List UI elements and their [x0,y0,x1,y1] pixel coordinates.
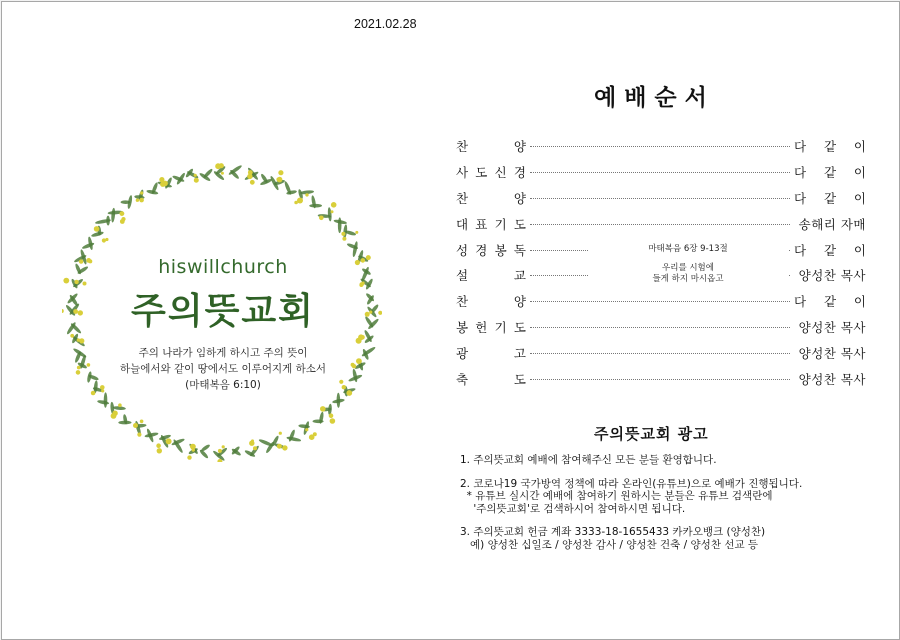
wreath-flower [166,438,172,444]
order-item-note: 우리를 시험에 들게 하지 마시옵고 [588,263,788,285]
order-item-leader: 다 같 이 [794,164,866,180]
wreath-flower [320,406,326,412]
wreath-flower [94,226,100,232]
bulletin-date: 2021.02.28 [354,17,417,31]
order-row [456,264,866,290]
announcement-line: 1. 주의뜻교회 예배에 참여해주신 모든 분들 환영합니다. [460,454,717,466]
order-item-label: 성 경 봉 독 [456,242,526,258]
wreath-leaf [111,208,116,223]
wreath-flower [118,403,122,407]
wreath-flower [77,338,80,341]
wreath-flower [221,172,224,175]
order-item-leader: 양성찬 목사 [798,320,866,336]
wreath-leaf [97,399,109,405]
worship-order-list [456,135,866,394]
announcement-item [460,526,880,551]
wreath-flower [248,170,253,175]
dotted-leader [530,198,790,199]
order-row [456,161,866,187]
wreath-flower [329,413,334,418]
wreath-flower [331,202,337,208]
wreath-flower [133,423,138,428]
wreath-flower [277,177,283,183]
verse-line: 하늘에서와 같이 땅에서도 이루어지게 하소서 [119,363,327,375]
wreath-flower [215,163,221,169]
order-item-label: 대 표 기 도 [456,216,526,232]
order-item-leader: 양성찬 목사 [798,372,866,388]
wreath-leaf [338,217,342,233]
wreath-flower [102,238,106,242]
order-item-label: 축 도 [456,372,526,388]
wreath-flower [136,199,139,202]
order-row [456,187,866,213]
wreath-flower [342,237,346,241]
wreath-flower [305,428,308,431]
order-row [456,368,866,394]
wreath-flower [331,210,334,213]
church-name-english: hiswillchurch [158,256,288,278]
wreath-leaf [91,231,104,238]
verse-reference: (마태복음 6:10) [185,379,261,391]
cover-verse [2,345,444,393]
wreath-flower [140,420,144,424]
dotted-leader [530,301,790,302]
wreath-leaf [352,241,359,257]
order-item-leader: 양성찬 목사 [798,346,866,362]
wreath-leaf [104,392,108,407]
announcement-line: 3. 주의뜻교회 헌금 계좌 3333-18-1655433 카카오뱅크 (양성찬) [460,526,766,538]
wreath-flower [79,338,84,343]
order-row [456,290,866,316]
wreath-flower [121,217,125,221]
order-item-label: 봉 헌 기 도 [456,320,526,336]
wreath-leaf [81,242,94,250]
order-row [456,342,866,368]
announcement-line: * 유튜브 실시간 예배에 참여하기 원하시는 분들은 유튜브 검색란에 [460,490,773,502]
dotted-leader [530,379,790,380]
announcement-line: '주의뜻교회'로 검색하시어 참여하시면 됩니다. [460,502,686,515]
wreath-leaf [286,436,301,443]
wreath-flower [253,446,257,450]
wreath-flower [120,211,125,216]
wreath-flower [309,434,315,440]
order-item-leader: 다 같 이 [794,139,866,154]
wreath-flower [305,193,308,196]
announcements-title: 주의뜻교회 광고 [594,425,709,443]
wreath-flower [157,448,162,453]
church-name-korean: 주의뜻교회 [131,291,315,332]
wreath-flower [282,445,287,450]
order-item-label: 찬 양 [456,294,526,310]
dotted-leader [530,172,790,173]
wreath-flower [70,334,74,338]
order-item-label: 찬 양 [456,139,526,154]
wreath-leaf [258,438,273,447]
dotted-leader [530,224,790,225]
order-item-leader: 송해리 자매 [798,216,866,232]
announcement-line: 2. 코로나19 국가방역 정책에 따라 온라인(유튜브)으로 예배가 진행됩니다. [460,477,803,490]
order-item-leader: 다 같 이 [794,294,866,310]
order-item-label: 사 도 신 경 [456,164,526,180]
wreath-flower [194,179,197,182]
order-row [456,239,866,265]
wreath-flower [278,170,283,175]
wreath-flower [294,201,298,205]
announcements-list [460,454,880,562]
wreath-flower [360,335,365,340]
dotted-leader [530,327,790,328]
wreath-flower [279,432,282,435]
bulletin-page [1,1,900,640]
order-item-leader: 다 같 이 [794,190,866,206]
wreath-flower [160,182,165,187]
order-row [456,316,866,342]
wreath-flower [222,445,225,448]
wreath-leaf [343,224,348,238]
order-item-label: 광 고 [456,346,526,362]
wreath-leaf [327,207,332,221]
wreath-flower [251,439,254,442]
wreath-flower [112,411,117,416]
wreath-flower [140,191,143,194]
wreath-flower [192,448,195,451]
wreath-flower [277,444,282,449]
verse-line: 주의 나라가 임하게 하시고 주의 뜻이 [138,347,308,359]
wreath-flower [297,198,303,204]
announcement-line: 예) 양성찬 십일조 / 양성찬 감사 / 양성찬 건축 / 양성찬 선교 등 [460,538,759,551]
wreath-flower [137,433,141,437]
order-item-label: 찬 양 [456,190,526,206]
wreath-flower [194,174,197,177]
wreath-flower [156,443,161,448]
order-item-leader: 다 같 이 [794,242,866,258]
wreath-flower [330,418,336,424]
announcement-item [460,454,880,467]
wreath-flower [139,198,144,203]
order-row [456,135,866,161]
order-item-note: 마태복음 6장 9-13절 [588,244,788,255]
order-item-leader: 양성찬 목사 [798,268,866,284]
wreath-flower [355,231,358,234]
order-row [456,213,866,239]
wreath-flower [187,455,191,459]
wreath-flower [159,177,164,182]
wreath-flower [341,232,345,236]
wreath-flower [250,180,255,185]
dotted-leader [530,146,790,147]
dotted-leader [530,353,790,354]
announcement-item [460,478,880,516]
wreath-flower [319,216,324,221]
order-item-label: 설 교 [456,268,526,284]
worship-order-title: 예배순서 [594,85,715,111]
wreath-flower [218,449,222,453]
